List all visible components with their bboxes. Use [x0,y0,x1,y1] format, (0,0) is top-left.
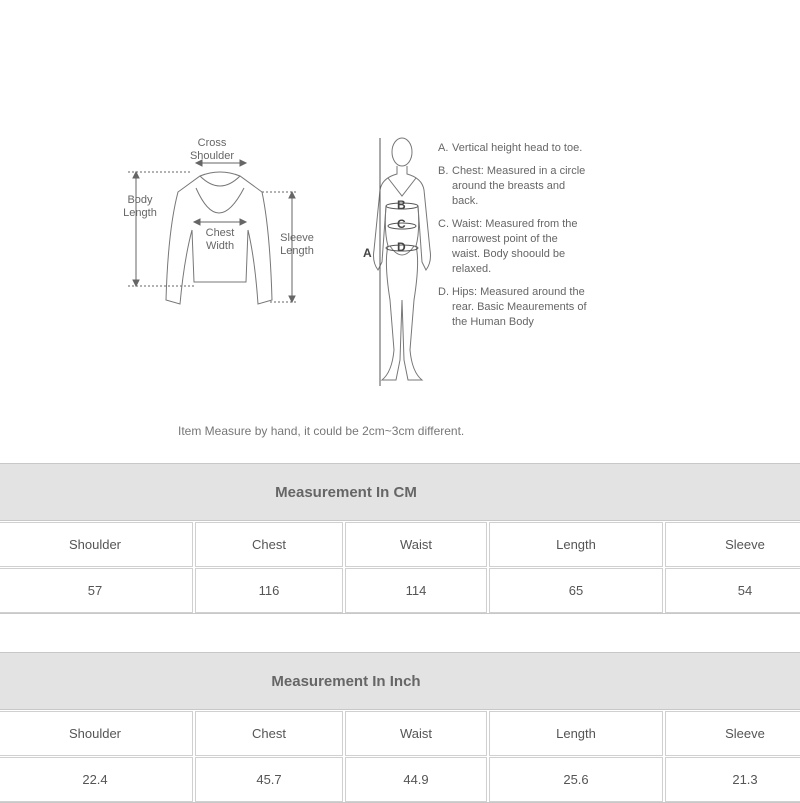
header-cell-chest: Chest [195,711,343,756]
legend-text: Hips: Measured around the rear. Basic Meaurements of the Human Body [452,286,587,328]
table-value-row [0,567,800,613]
header-cell-length: Length [489,711,663,756]
header-cell-waist: Waist [345,711,487,756]
measure-note: Item Measure by hand, it could be 2cm~3cm different. [178,424,465,438]
figure-letter-a: A [363,246,372,260]
header-cell-length: Length [489,522,663,567]
legend-item-d [438,285,588,330]
header-cell-shoulder: Shoulder [0,522,193,567]
value-cell-sleeve: 54 [665,568,800,613]
legend-item-a [438,141,588,156]
legend-key: D. [438,286,449,298]
value-cell-sleeve: 21.3 [665,757,800,802]
table-grid [0,521,800,613]
table-title [0,653,800,710]
legend-text: Chest: Measured in a circle around the breasts and back. [452,165,586,207]
cm-measurement-table [0,463,800,614]
value-cell-waist: 44.9 [345,757,487,802]
value-cell-length: 65 [489,568,663,613]
value-cell-shoulder: 22.4 [0,757,193,802]
header-cell-shoulder: Shoulder [0,711,193,756]
legend-key: C. [438,218,449,230]
header-cell-chest: Chest [195,522,343,567]
figure-letter-b: B [397,198,406,212]
chest-width-label: Chest Width [205,227,235,252]
table-header-row [0,710,800,756]
human-figure-drawing [374,138,431,380]
legend-key: B. [438,165,449,177]
header-cell-waist: Waist [345,522,487,567]
header-cell-sleeve: Sleeve [665,522,800,567]
cross-shoulder-label: Cross Shoulder [189,137,235,162]
figure-letter-d: D [397,240,406,254]
value-cell-waist: 114 [345,568,487,613]
value-cell-length: 25.6 [489,757,663,802]
legend-item-b [438,164,588,209]
value-cell-shoulder: 57 [0,568,193,613]
inch-measurement-table [0,652,800,803]
header-cell-sleeve: Sleeve [665,711,800,756]
table-title [0,464,800,521]
table-grid [0,710,800,802]
measurement-legend [438,141,588,338]
legend-text: Vertical height head to toe. [452,142,583,154]
sleeve-length-label: Sleeve Length [280,232,314,257]
table-value-row [0,756,800,802]
legend-text: Waist: Measured from the narrowest point of the waist. Body shoould be relaxed. [452,218,578,275]
value-cell-chest: 116 [195,568,343,613]
table-title-text: Measurement In Inch [271,672,421,690]
value-cell-chest: 45.7 [195,757,343,802]
table-title-text: Measurement In CM [275,483,417,501]
body-length-label: Body Length [123,194,157,219]
legend-item-c [438,217,588,277]
table-header-row [0,521,800,567]
figure-letter-c: C [397,217,406,231]
legend-key: A. [438,142,449,154]
